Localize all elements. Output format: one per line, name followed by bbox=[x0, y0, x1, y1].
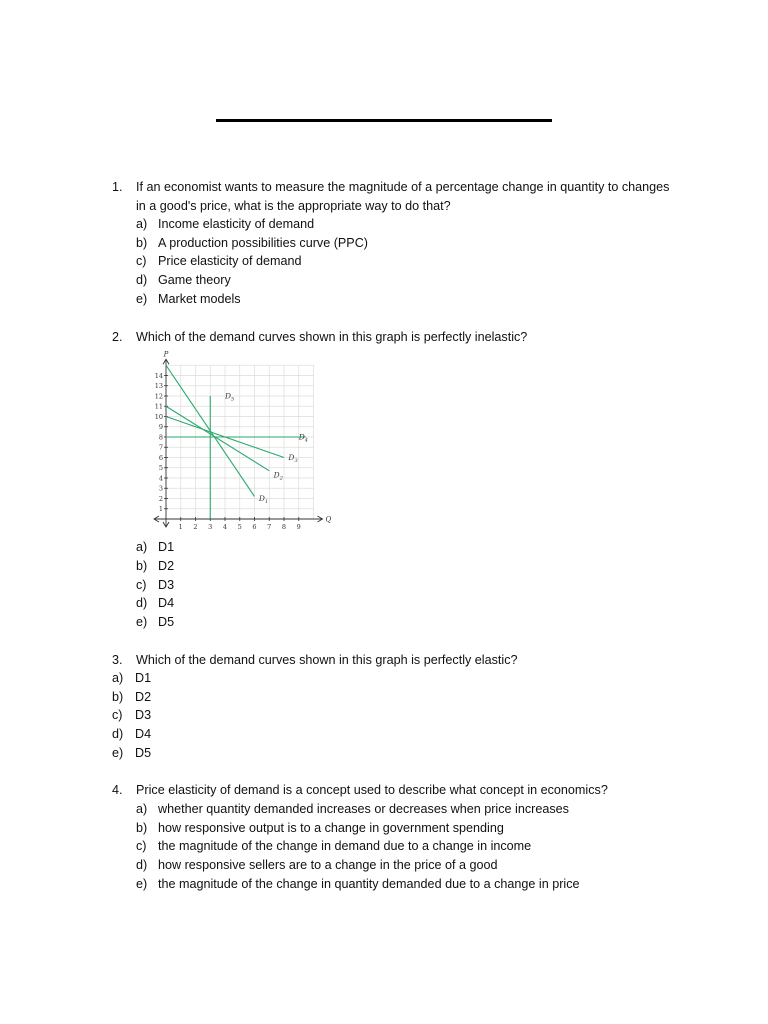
option-text: Game theory bbox=[158, 273, 231, 287]
x-tick-label: 5 bbox=[237, 523, 242, 531]
y-tick-label: 12 bbox=[154, 392, 163, 401]
option-label: c) bbox=[136, 578, 147, 592]
x-tick-label: 1 bbox=[178, 523, 183, 531]
option-label: c) bbox=[112, 708, 123, 722]
option-label: b) bbox=[136, 559, 148, 573]
question-text: Price elasticity of demand is a concept used to describe what concept in economics? bbox=[136, 783, 608, 797]
x-tick-label: 7 bbox=[267, 523, 272, 531]
option-text: the magnitude of the change in quantity demanded due to a change in price bbox=[158, 877, 580, 891]
option-text: D3 bbox=[135, 708, 152, 722]
question-number: 2. bbox=[112, 330, 123, 344]
option-text: D3 bbox=[158, 578, 175, 592]
y-tick-label: 6 bbox=[158, 453, 163, 462]
option-text: Market models bbox=[158, 292, 241, 306]
option-text: D5 bbox=[135, 746, 152, 760]
y-tick-label: 9 bbox=[158, 423, 163, 432]
y-tick-label: 8 bbox=[158, 433, 163, 442]
question-text: If an economist wants to measure the magnitude of a percentage change in quantity to changes bbox=[136, 180, 670, 194]
option-text: D2 bbox=[135, 690, 152, 704]
curve-label-d3: $D_3$ bbox=[288, 453, 298, 464]
y-tick-label: 10 bbox=[154, 412, 163, 421]
y-tick-label: 11 bbox=[154, 402, 163, 411]
option-label: c) bbox=[136, 254, 147, 268]
y-tick-label: 7 bbox=[158, 443, 163, 452]
option-label: d) bbox=[112, 727, 124, 741]
y-tick-label: 4 bbox=[158, 474, 163, 483]
option-text: D1 bbox=[135, 671, 152, 685]
x-tick-label: 2 bbox=[193, 523, 198, 531]
y-tick-label: 2 bbox=[158, 494, 163, 503]
curve-label-d2: $D_2$ bbox=[273, 470, 283, 482]
option-label: b) bbox=[136, 821, 148, 835]
option-label: e) bbox=[136, 615, 148, 629]
title-underline bbox=[216, 119, 552, 122]
option-label: d) bbox=[136, 858, 148, 872]
option-label: d) bbox=[136, 273, 148, 287]
option-label: b) bbox=[112, 690, 124, 704]
question-text: Which of the demand curves shown in this graph is perfectly inelastic? bbox=[136, 330, 528, 344]
x-tick-label: 8 bbox=[281, 523, 287, 531]
option-text: whether quantity demanded increases or decreases when price increases bbox=[158, 802, 569, 816]
x-tick-label: 9 bbox=[296, 523, 301, 531]
x-tick-label: 6 bbox=[252, 523, 257, 531]
option-label: e) bbox=[136, 877, 148, 891]
option-text: D2 bbox=[158, 559, 175, 573]
demand-curves-graph bbox=[145, 345, 330, 535]
option-label: a) bbox=[136, 217, 148, 231]
y-tick-label: 1 bbox=[158, 505, 163, 514]
question-number: 1. bbox=[112, 180, 123, 194]
y-tick-label: 5 bbox=[158, 464, 163, 473]
option-label: e) bbox=[136, 292, 148, 306]
option-label: a) bbox=[112, 671, 124, 685]
question-number: 4. bbox=[112, 783, 123, 797]
demand-curve-d2 bbox=[166, 406, 269, 471]
option-text: Price elasticity of demand bbox=[158, 254, 302, 268]
option-label: a) bbox=[136, 540, 148, 554]
option-label: a) bbox=[136, 802, 148, 816]
option-text: D4 bbox=[135, 727, 152, 741]
option-text: D1 bbox=[158, 540, 175, 554]
option-text: how responsive output is to a change in government spending bbox=[158, 821, 504, 835]
option-text: the magnitude of the change in demand due to a change in income bbox=[158, 839, 532, 853]
question-number: 3. bbox=[112, 653, 123, 667]
question-text: in a good's price, what is the appropriate way to do that? bbox=[136, 199, 451, 213]
curve-label-d5: $D_5$ bbox=[225, 391, 235, 403]
question-text: Which of the demand curves shown in this graph is perfectly elastic? bbox=[136, 653, 518, 667]
option-text: A production possibilities curve (PPC) bbox=[158, 236, 368, 250]
x-axis-label: Q bbox=[325, 515, 332, 524]
curve-label-d4: $D_4$ bbox=[298, 432, 308, 444]
x-tick-label: 3 bbox=[208, 523, 213, 531]
option-label: b) bbox=[136, 236, 148, 250]
option-text: D5 bbox=[158, 615, 175, 629]
y-axis-label: P bbox=[163, 350, 169, 359]
option-label: e) bbox=[112, 746, 124, 760]
y-tick-label: 13 bbox=[154, 382, 163, 391]
option-label: d) bbox=[136, 596, 148, 610]
option-text: D4 bbox=[158, 596, 175, 610]
y-tick-label: 14 bbox=[154, 371, 163, 380]
x-tick-label: 4 bbox=[222, 523, 228, 531]
curve-label-d1: $D_1$ bbox=[258, 494, 269, 505]
option-label: c) bbox=[136, 839, 147, 853]
option-text: Income elasticity of demand bbox=[158, 217, 315, 231]
y-tick-label: 3 bbox=[158, 484, 163, 493]
option-text: how responsive sellers are to a change in the price of a good bbox=[158, 858, 498, 872]
